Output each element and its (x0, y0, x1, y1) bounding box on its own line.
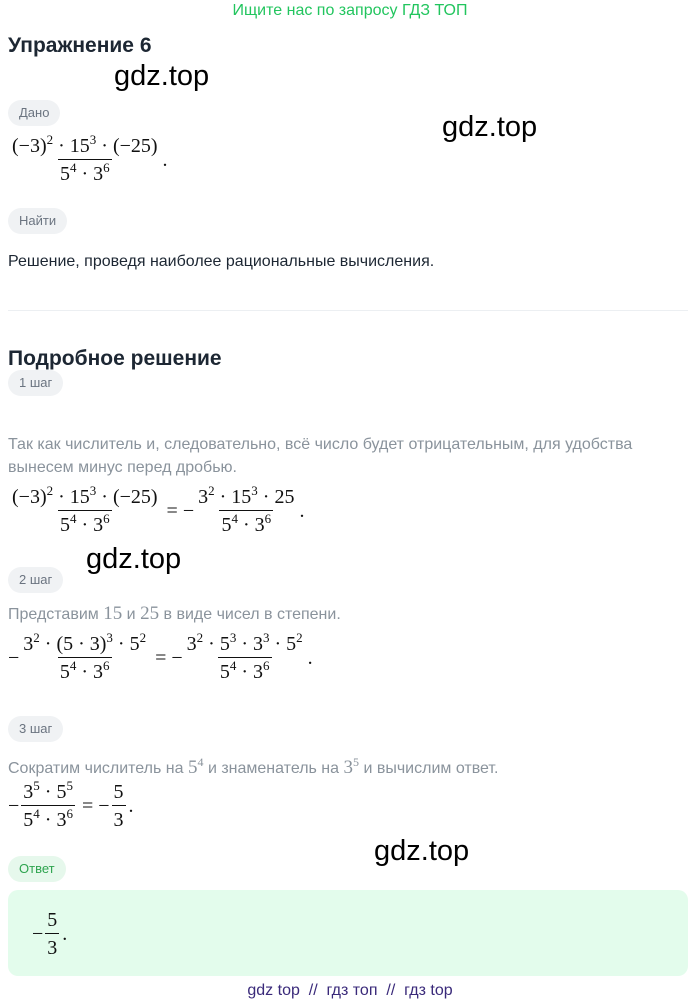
answer-badge: Ответ (8, 856, 66, 882)
step-3-text: Сократим числитель на $5^4$ и знаменатель на $3^5$ и вычислим ответ. (8, 755, 499, 778)
search-banner[interactable]: Ищите нас по запросу ГДЗ ТОП (232, 2, 468, 19)
step-3-badge: 3 шаг (8, 716, 63, 742)
find-text: Решение, проведя наиболее рациональные вычисления. (8, 253, 435, 270)
step-2-text: Представим 15 и 25 в виде чисел в степени. (8, 603, 341, 624)
step-2-expression: − $\frac{3^2 \cdot (5 \cdot 3)^3 \cdot 5^2}{5^4 \cdot 3^6}$ = − $\frac{3^2 \cdot 5^3 \cdot 3^3 \cdot 5^2}{5^4 \cdot 3^6}$ . (8, 630, 313, 683)
watermark: gdz.top (374, 835, 470, 867)
step-1-badge: 1 шаг (8, 370, 63, 396)
step-1-expression: $\frac{(-3)^2 \cdot 15^3 \cdot (-25)}{5^4 \cdot 3^6}$ = − $\frac{3^2 \cdot 15^3 \cdot 25}{5^4 \cdot 3^6}$ . (12, 483, 305, 536)
footer-links[interactable]: gdz top // гдз топ // гдз top (247, 982, 453, 999)
step-2-badge: 2 шаг (8, 567, 63, 593)
answer-box (8, 890, 688, 976)
watermark: gdz.top (442, 111, 538, 143)
step-3-expression: − $\frac{3^5 \cdot 5^5}{5^4 \cdot 3^6}$ = − $\frac{5}{3}$ . (8, 778, 134, 831)
solution-title: Подробное решение (8, 347, 222, 370)
watermark: gdz.top (114, 60, 210, 92)
divider (8, 310, 688, 311)
step-1-text: Так как числитель и, следовательно, всё число будет отрицательным, для удобства вынесем минус перед дробью. (8, 436, 633, 476)
page-title: Упражнение 6 (8, 34, 152, 57)
given-badge: Дано (8, 100, 60, 126)
find-badge: Найти (8, 208, 67, 234)
watermark: gdz.top (86, 543, 182, 575)
given-expression: $\frac{(-3)^2 \cdot 15^3 \cdot (-25)}{5^4 \cdot 3^6}$ . (12, 132, 168, 185)
answer-expression: − $\frac{5}{3}$ . (32, 909, 68, 959)
